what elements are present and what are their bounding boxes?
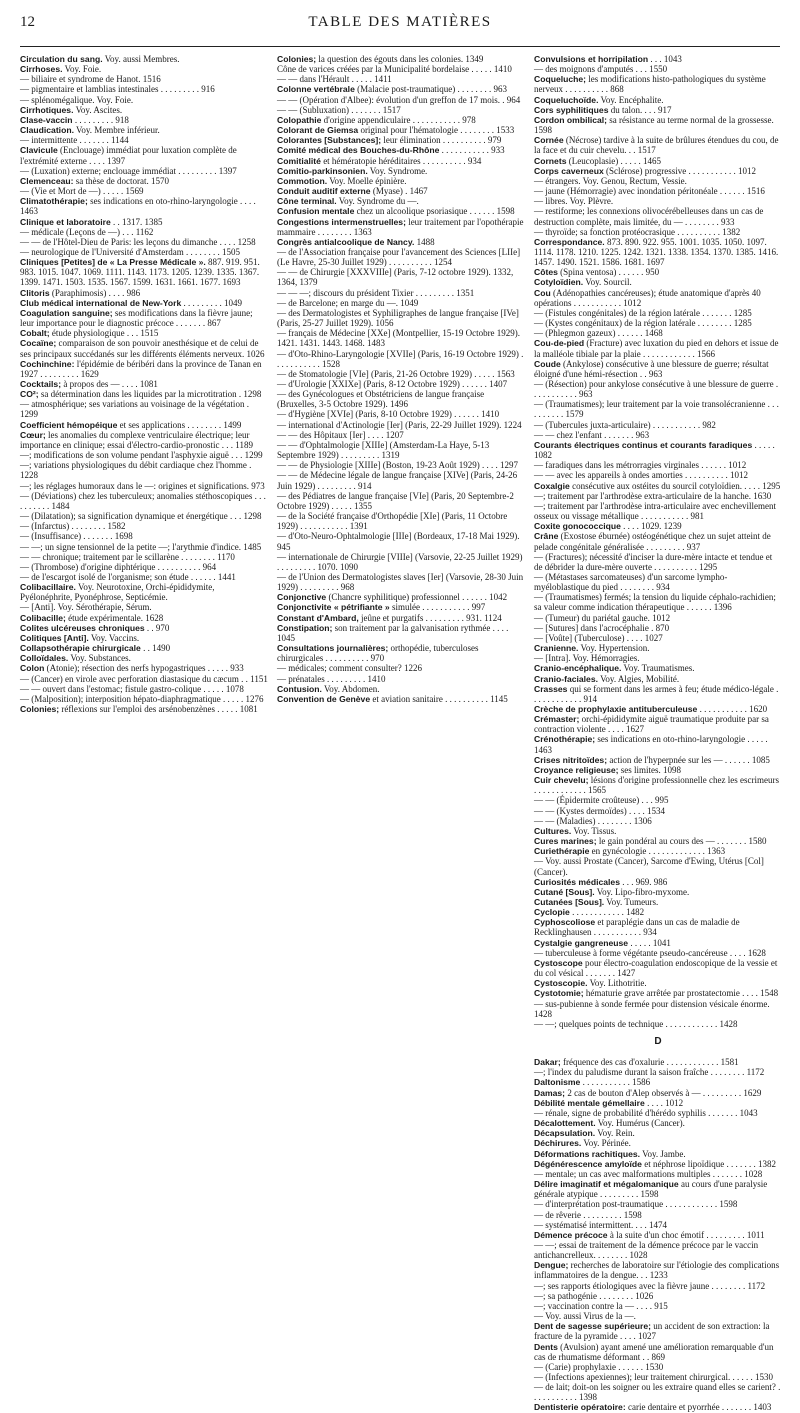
index-entry: Daltonisme . . . . . . . . . . . 1586 — [534, 1077, 651, 1088]
index-entry: Cotyloïdien. Voy. Sourcil. — [534, 277, 632, 288]
index-entry: Cystotomie; hématurie grave arrêtée par prostatectomie . . . . 1548 — [534, 988, 779, 999]
index-entry: — rénale, signe de probabilité d'hérédo syphilis . . . . . . . 1043 — [534, 1107, 758, 1118]
index-entry: Circulation du sang. Voy. aussi Membres. — [20, 54, 180, 64]
index-entry: — de l'Association française pour l'avancement des Sciences [LIIe] (Le Havre, 25-30 Juillet 1929) . . . . . . . . . . 1254 — [277, 246, 521, 268]
index-entry: Dengue; recherches de laboratoire sur l'étiologie des complications inflammatoires de la dengue. . . 1233 — [534, 1260, 780, 1281]
index-entry: Correspondance. 873. 890. 922. 955. 1001. 1035. 1050. 1097. 1114. 1178. 1210. 1225. 1242. 1321. 1338. 1354. 1370. 1385. 1416. 1457. 1490. 1521. 1586. 1681. 1697 — [534, 236, 779, 268]
index-entry: — (Insuffisance) . . . . . . . 1698 — [20, 531, 133, 542]
index-entry: — — chez l'enfant . . . . . . . 963 — [534, 429, 650, 440]
index-entry: Cordon ombilical; sa résistance au terme normal de la grossesse. 1598 — [534, 114, 774, 136]
index-entry: Collapsothérapie chirurgicale . . 1490 — [20, 643, 171, 654]
index-entry: — —; un signe tensionnel de la petite —; l'arythmie d'indice. 1485 — [20, 541, 262, 552]
index-entry: Colitiques [Anti]. Voy. Vaccins. — [20, 632, 140, 643]
index-entry: Club médical international de New-York . . . . . . . . . 1049 — [20, 297, 242, 308]
index-entry: — de Barcelone; en marge du —. 1049 — [277, 297, 419, 308]
page-header — [20, 14, 780, 38]
index-entry: — d'Oto-Rhino-Laryngologie [XVIIe] (Paris, 16-19 Octobre 1929) . . . . . . . . . . . 1528 — [277, 348, 524, 369]
index-entry: Clase-vaccin . . . . . . . . . 918 — [20, 114, 129, 125]
index-entry: Débilité mentale gémellaire . . . . 1012 — [534, 1097, 684, 1108]
index-entry: — mentale; un cas avec malformations multiples . . . . . . . 1028 — [534, 1168, 763, 1179]
index-entry: — — des Hôpitaux [Ier] . . . . 1207 — [277, 429, 404, 440]
index-entry: Côtes (Spina ventosa) . . . . . . 950 — [534, 267, 660, 278]
index-entry: — (Déviations) chez les tuberculeux; anomalies stéthoscopiques . . . . . . . . . . 1484 — [20, 490, 266, 511]
index-entry: — systématisé intermittent. . . . 1474 — [534, 1219, 667, 1230]
index-entry: Damas; 2 cas de bouton d'Alep observés à — . . . . . . . . . 1629 — [534, 1087, 762, 1098]
index-entry: — biliaire et syndrome de Hanot. 1516 — [20, 74, 161, 85]
index-entry: Corps caverneux (Sclérose) progressive . . . . . . . . . . . 1012 — [534, 165, 756, 176]
index-entry: Colonies; réflexions sur l'emploi des arsénobenzènes . . . . . 1081 — [20, 704, 258, 714]
index-entry: Coefficient hémopéique et ses applications . . . . . . . . 1499 — [20, 419, 242, 430]
index-entry: — (Fractures); nécessité d'inciser la dure-mère intacte et tendue et de débrider la dure-mère ouverte . . . . . . . . . . 1295 — [534, 551, 773, 572]
index-entry: Dakar; fréquence des cas d'oxalurie . . . . . . . . . . . . 1581 — [534, 1057, 739, 1068]
index-entry: Clemenceau: sa thèse de doctorat. 1570 — [20, 175, 169, 186]
index-entry: Crèche de prophylaxie antituberculeuse . . . . . . . . . . . 1620 — [534, 704, 768, 714]
index-entry: Décalottement. Voy. Humérus (Cancer). — [534, 1118, 685, 1129]
index-entry: — (Dilatation); sa signification dynamique et énergétique . . . 1298 — [20, 511, 262, 522]
index-entry: — (Cancer) en virole avec perforation diastasique du cæcum . . 1151 — [20, 673, 268, 684]
index-entry: — [Voûte] (Tuberculose) . . . . 1027 — [534, 632, 663, 643]
index-entry: —; ses rapports étiologiques avec la fièvre jaune . . . . . . . . 1172 — [534, 1280, 766, 1291]
index-entry: — — de Chirurgie [XXXVIIIe] (Paris, 7-12 octobre 1929). 1332, 1364, 1379 — [277, 267, 514, 288]
index-entry: — restiforme; les connexions olivocérébelleuses dans un cas de destruction complète, mais limitée, du — . . . . . . . . 933 — [534, 206, 764, 227]
index-entry: Curiethérapie en gynécologie . . . . . . . . . . . . . 1363 — [534, 846, 726, 857]
index-entry: Clinique et laboratoire . . 1317. 1385 — [20, 216, 163, 227]
index-entry: Comité médical des Bouches-du-Rhône . . . . . . . . . . . 933 — [277, 145, 505, 156]
index-entry: Congrès antialcoolique de Nancy. 1488 — [277, 236, 435, 247]
index-entry: Clitoris (Paraphimosis) . . . . 986 — [20, 287, 141, 298]
index-column-3 — [534, 54, 782, 1413]
index-entry: — de l'Union des Dermatologistes slaves [Ier] (Varsovie, 28-30 Juin 1929) . . . . . . . . . 968 — [277, 571, 524, 593]
index-entry: — étrangers. Voy. Genou, Rectum, Vessie. — [534, 175, 687, 186]
index-entry: Crémaster; orchi-épididymite aiguë traumatique produite par sa contraction violente . . . . 1627 — [534, 714, 769, 735]
index-entry: — médicales; comment consulter? 1226 — [277, 663, 422, 674]
index-entry: — — de l'Hôtel-Dieu de Paris: les leçons du dimanche . . . . 1258 — [20, 236, 256, 247]
index-entry: — neurologique de l'Université d'Amsterdam . . . . . . . . 1505 — [20, 246, 240, 257]
index-column-1 — [20, 54, 268, 1078]
index-entry: Cou-de-pied (Fracture) avec luxation du pied en dehors et issue de la malléole tibiale par la plaie . . . . . . . . . . . . 1566 — [534, 338, 779, 359]
index-entry: Cystoscope pour électro-coagulation endoscopique de la vessie et du col vésical . . . . . . . 1427 — [534, 957, 778, 979]
index-entry: Cône de varices créées par la Municipalité bordelaise . . . . . 1410 — [277, 64, 512, 75]
index-entry: — tuberculeuse à forme végétante pseudo-cancéreuse . . . . 1628 — [534, 947, 766, 958]
index-entry: — internationale de Chirurgie [VIIIe] (Varsovie, 22-25 Juillet 1929) . . . . . . . . . 1070. 1090 — [277, 551, 523, 572]
index-entry: — d'Oto-Neuro-Ophtalmologie [IIIe] (Bordeaux, 17-18 Mai 1929). 945 — [277, 531, 520, 552]
index-entry: — (Infarctus) . . . . . . . . 1582 — [20, 521, 126, 532]
index-entry: Crises nitritoïdes; action de l'hyperpnée sur les — . . . . . . 1085 — [534, 754, 770, 765]
index-entry: — (Malposition); interposition hépato-diaphragmatique . . . . . 1276 — [20, 693, 264, 704]
index-entry: — intermittente . . . . . . . 1144 — [20, 135, 129, 146]
index-entry: Colibacille; étude expérimentale. 1628 — [20, 612, 164, 623]
index-column-2 — [277, 54, 525, 1078]
index-entry: Claudication. Voy. Membre inférieur. — [20, 125, 160, 136]
index-entry: Convulsions et horripilation . . . 1043 — [534, 54, 682, 64]
index-entry: —; traitement par l'arthrodèse extra-articulaire de la hanche. 1630 — [534, 490, 772, 501]
index-entry: Cocaïne; comparaison de son pouvoir anesthésique et de celui de ses principaux succédanés sur les différents éléments nerveux. 1026 — [20, 338, 265, 359]
index-entry: Colorant de Giemsa original pour l'hématologie . . . . . . . . 1533 — [277, 125, 515, 136]
index-entry: — médicale (Leçons de —) . . . 1162 — [20, 226, 154, 237]
index-entry: Cocktails; à propos des — . . . . 1081 — [20, 379, 158, 389]
index-entry: Commotion. Voy. Moelle épinière. — [277, 175, 407, 186]
index-entry: Cutanées [Sous]. Voy. Tumeurs. — [534, 896, 659, 907]
index-entry: Cornets (Leucoplasie) . . . . . 1465 — [534, 155, 661, 166]
index-entry: — —; essai de traitement de la démence précoce par le vaccin antichancrelleux. . . . . . . . 1028 — [534, 1239, 759, 1261]
index-entry: Contusion. Voy. Abdomen. — [277, 683, 380, 694]
index-entry: Comitialité et hémératopie héréditaires . . . . . . . . . . 934 — [277, 155, 482, 166]
index-entry: —; variations physiologiques du débit cardiaque chez l'homme . 1228 — [20, 460, 252, 481]
index-entry: Croyance religieuse; ses limites. 1098 — [534, 764, 682, 775]
index-entry: — (Carie) prophylaxie . . . . . . 1530 — [534, 1361, 664, 1372]
index-entry: Coqueluchoïde. Voy. Encéphalite. — [534, 94, 664, 105]
index-entry: Cliniques [Petites] de « La Presse Médicale ». 887. 919. 951. 983. 1015. 1047. 1069. 1111. 1143. 1173. 1205. 1239. 1335. 1367. 1399. 1471. 1503. 1535. 1567. 1599. 1631. 1661. 1677. 1693 — [20, 257, 260, 288]
index-entry: — splénomégalique. Voy. Foie. — [20, 94, 134, 105]
index-entry: Cutané [Sous]. Voy. Lipo-fibro-myxome. — [534, 886, 690, 897]
index-entry: Cranio-encéphalique. Voy. Traumatismes. — [534, 663, 695, 674]
index-entry: — pigmentaire et lamblias intestinales . . . . . . . . . 916 — [20, 84, 215, 95]
index-entry: — (Métastases sarcomateuses) d'un sarcome lympho-myéloblastique du pied . . . . . . . . 934 — [534, 571, 728, 593]
index-entry: — — dans l'Hérault . . . . . 1411 — [277, 74, 392, 85]
index-entry: Dents (Avulsion) ayant amené une amélioration remarquable d'un cas de rhumatisme déformant . . 869 — [534, 1341, 774, 1362]
index-entry: Cyphoscoliose et paraplégie dans un cas de maladie de Recklinghausen . . . . . . . . . . . 934 — [534, 917, 740, 938]
index-entry: Cures marines; le gain pondéral au cours des — . . . . . . . 1580 — [534, 836, 767, 847]
header-rule — [20, 46, 780, 47]
index-entry: — (Tubercules juxta-articulaire) . . . . . . . . . . . 982 — [534, 419, 716, 430]
index-entry: Cou (Adénopathies cancéreuses); étude anatomique d'après 40 opérations . . . . . . . . . . . 1012 — [534, 287, 761, 308]
index-entry: — — chronique; traitement par le scillarène . . . . . . . . 1170 — [20, 551, 235, 562]
index-entry: Convention de Genève et aviation sanitaire . . . . . . . . . . 1145 — [277, 693, 508, 704]
index-entry: Coxalgie consécutive aux ostéites du sourcil cotyloïdien. . . . . 1295 — [534, 480, 781, 491]
index-entry: Coude (Ankylose) consécutive à une blessure de guerre; résultat éloigné d'une hémi-résection . . 963 — [534, 358, 769, 379]
index-entry: Coagulation sanguine; ses modifications dans la fièvre jaune; leur importance pour le diagnostic précoce . . . . . . . 867 — [20, 307, 253, 329]
index-entry: —; sa pathogénie . . . . . . . . 1026 — [534, 1290, 654, 1301]
index-entry: Cornée (Nécrose) tardive à la suite de brûlures étendues du cou, de la face et du cuir chevelu. . . 1517 — [534, 135, 779, 156]
index-entry: — de l'escargot isolé de l'organisme; son étude . . . . . . 1441 — [20, 571, 236, 582]
index-entry: — (Résection) pour ankylose consécutive à une blessure de guerre . . . . . . . . . . . 963 — [534, 379, 779, 400]
section-letter: D — [654, 1036, 662, 1047]
index-entry: — Voy. aussi Virus de la —. — [534, 1311, 636, 1322]
index-entry: Déformations rachitiques. Voy. Jambe. — [534, 1148, 686, 1159]
index-entry: Colonne vertébrale (Malacie post-traumatique) . . . . . . . . 963 — [277, 84, 508, 95]
index-entry: Cirrhoses. Voy. Foie. — [20, 64, 102, 75]
index-entry: — — avec les appareils à ondes amorties . . . . . . . . . . 1012 — [534, 470, 748, 481]
index-entry: Cuir chevelu; lésions d'origine professionnelle chez les escrimeurs . . . . . . . . . . . . 1565 — [534, 775, 780, 796]
index-entry: — de lait; doit-on les soigner ou les extraire quand elles se carient? . . . . . . . . . . . 1398 — [534, 1382, 781, 1403]
index-entry: Cystalgie gangreneuse . . . . . 1041 — [534, 937, 671, 948]
index-entry: — — (Subluxation) . . . . . . . 1517 — [277, 104, 401, 115]
index-entry: Démence précoce à la suite d'un choc émotif . . . . . . . . . 1011 — [534, 1229, 765, 1240]
index-entry: — (Infections apexiennes); leur traitement chirurgical. . . . . . 1530 — [534, 1372, 774, 1382]
index-entry: — (Traumatismes); leur traitement par la voie transolécranienne . . . . . . . . . . 1579 — [534, 399, 779, 420]
index-entry: Cranio-faciales. Voy. Algies, Mobilité. — [534, 673, 680, 684]
index-entry: Constipation; son traitement par la galvanisation rythmée . . . . 1045 — [277, 622, 509, 643]
index-entry: — — de Médecine légale de langue française [XIVe] (Paris, 24-26 Juin 1929) . . . . . . . . . 914 — [277, 470, 518, 491]
index-entry: Cirrhotiques. Voy. Ascites. — [20, 104, 123, 115]
index-entry: Coxite gonococcique . . . . 1029. 1239 — [534, 521, 682, 532]
index-entry: — prénatales . . . . . . . . . 1410 — [277, 673, 386, 684]
index-entry: Cultures. Voy. Tissus. — [534, 825, 617, 836]
index-entry: — (Kystes congénitaux) de la région latérale . . . . . . . . 1285 — [534, 318, 752, 329]
index-entry: Colloïdales. Voy. Substances. — [20, 653, 131, 664]
index-entry: — français de Médecine [XXe] (Montpellier, 15-19 Octobre 1929). 1421. 1431. 1443. 1468. 1483 — [277, 328, 521, 349]
index-entry: Cobalt; étude physiologique . . . 1515 — [20, 328, 159, 339]
index-entry: Congestions intermenstruelles; leur traitement par l'opothérapie mammaire . . . . . . . . 1363 — [277, 216, 524, 237]
index-entry: —; l'index du paludisme durant la saison fraîche . . . . . . . . 1172 — [534, 1067, 765, 1078]
index-entry: —; modifications de son volume pendant l'asphyxie aiguë . . . 1299 — [20, 450, 263, 461]
index-entry: — (Luxation) externe; enclouage immédiat . . . . . . . . . 1397 — [20, 165, 237, 176]
index-entry: Décapsulation. Voy. Rein. — [534, 1128, 635, 1139]
index-entry: Comitio-parkinsonien. Voy. Syndrome. — [277, 165, 428, 176]
index-entry: Consultations journalières; orthopédie, tuberculoses chirurgicales . . . . . . . . . . 970 — [277, 643, 479, 664]
index-entry: —; vaccination contre la — . . . . 915 — [534, 1300, 668, 1311]
index-entry: Dégénérescence amyloïde et néphrose lipoïdique . . . . . . . 1382 — [534, 1158, 776, 1169]
index-entry: Colorantes [Substances]; leur élimination . . . . . . . . . . 979 — [277, 135, 502, 146]
index-entry: Crénothérapie; ses indications en oto-rhino-laryngologie . . . . . 1463 — [534, 734, 768, 755]
index-entry: — — (Maladies) . . . . . . . . 1306 — [534, 815, 652, 826]
index-entry: — [Anti]. Voy. Sérothérapie, Sérum. — [20, 602, 152, 613]
index-entry: Crâne (Exostose éburnée) ostéogénétique chez un sujet atteint de pelade congénitale généralisée . . . . . . . . . 937 — [534, 531, 771, 552]
index-entry: — — de Physiologie [XIIIe] (Boston, 19-23 Août 1929) . . . . 1297 — [277, 460, 518, 471]
index-entry: — d'Urologie [XXIXe] (Paris, 8-12 Octobre 1929) . . . . . . 1407 — [277, 379, 508, 389]
index-entry: Coqueluche; les modifications histo-pathologiques du système nerveux . . . . . . . . . . 868 — [534, 74, 766, 95]
index-entry: — d'interprétation post-traumatique . . . . . . . . . . . . 1598 — [534, 1199, 738, 1210]
index-entry: — (Vie et Mort de —) . . . . . 1569 — [20, 186, 144, 197]
index-entry: — international d'Actinologie [Ier] (Paris, 22-29 Juillet 1929). 1224 — [277, 419, 522, 430]
index-entry: — Voy. aussi Prostate (Cancer), Sarcome d'Ewing, Utérus [Col] (Cancer). — [534, 856, 764, 877]
index-entry: — — —; discours du président Tixier . . . . . . . . . 1351 — [277, 287, 475, 298]
index-entry: — libres. Voy. Plèvre. — [534, 196, 614, 207]
index-entry: — des Pédiatres de langue française [VIe] (Paris, 20 Septembre-2 Octobre 1929) . . . . . 1355 — [277, 490, 514, 511]
index-columns — [20, 54, 782, 1413]
index-entry: — des moignons d'amputés . . . 1550 — [534, 64, 668, 75]
index-entry: — — (Kystes dermoïdes) . . . . 1534 — [534, 805, 665, 816]
index-entry: — [Sutures] dans l'acrocéphalie . 870 — [534, 622, 670, 633]
index-entry: Conjonctivite « pétrifiante » simulée . . . . . . . . . . . 997 — [277, 602, 486, 613]
index-entry: —; traitement par l'arthrodèse intra-articulaire avec enchevillement osseux ou vissage métallique . . . . . . . . . . . 981 — [534, 500, 777, 522]
index-entry: — jaune (Hémorragie) avec inondation péritonéale . . . . . . 1516 — [534, 186, 765, 197]
index-entry: — (Tumeur) du pariétal gauche. 1012 — [534, 612, 671, 623]
index-entry: — de la Société française d'Orthopédie [XIe] (Paris, 11 Octobre 1929) . . . . . . . . . . . 1391 — [277, 511, 508, 532]
index-entry: — —; quelques points de technique . . . . . . . . . . . . 1428 — [534, 1018, 738, 1029]
index-entry: — de rêverie . . . . . . . . . 1598 — [534, 1209, 642, 1220]
index-entry: Colon (Atonie); résection des nerfs hypogastriques . . . . . 933 — [20, 663, 244, 674]
index-entry: Courants électriques continus et courants faradiques . . . . . 1082 — [534, 439, 775, 461]
index-entry: CO²; sa détermination dans les liquides par la microtitration . 1298 — [20, 389, 262, 400]
index-entry: Crasses qui se forment dans les armes à feu; étude médico-légale . . . . . . . . . . . . 914 — [534, 683, 779, 704]
index-entry: — d'Hygiène [XVIe] (Paris, 8-10 Octobre 1929) . . . . . . 1410 — [277, 409, 500, 420]
index-entry: Dent de sagesse supérieure; un accident de son extraction: la fracture de la pyramide . . . . 1027 — [534, 1321, 770, 1342]
index-entry: — sus-pubienne à sonde fermée pour distension vésicale énorme. 1428 — [534, 998, 770, 1019]
index-entry: Colopathie d'origine appendiculaire . . . . . . . . . . . 978 — [277, 114, 476, 125]
index-entry: Constant d'Ambard, jeûne et purgatifs . . . . . . . . . 931. 1124 — [277, 612, 502, 623]
index-entry: — — d'Ophtalmologie [XIIIe] (Amsterdam-La Haye, 5-13 Septembre 1929) . . . . . . . . . 1319 — [277, 439, 490, 461]
index-entry: — [Intra]. Voy. Hémorragies. — [534, 653, 640, 664]
index-entry: Délire imaginatif et mégalomanique au cours d'une paralysie générale atypique . . . . . . . . . 1598 — [534, 1179, 768, 1200]
index-entry: — (Fistules congénitales) de la région latérale . . . . . . . 1285 — [534, 307, 752, 318]
index-entry: Cœur; les anomalies du complexe ventriculaire électrique; leur importance en clinique; essai d'électro-cardio-pronostic . . . 1189 — [20, 429, 253, 450]
index-entry: — — ouvert dans l'estomac; fistule gastro-colique . . . . . 1078 — [20, 683, 244, 694]
index-entry: Colites ulcéreuses chroniques . . 970 — [20, 622, 170, 633]
index-entry: Cône terminal. Voy. Syndrome du —. — [277, 196, 419, 207]
index-entry: Conduit auditif externe (Myase) . 1467 — [277, 186, 428, 197]
index-entry: Cystoscopie. Voy. Lithotritie. — [534, 978, 647, 989]
index-entry: — (Traumatismes) fermés; la tension du liquide céphalo-rachidien; sa valeur comme indication thérapeutique . . . . . . 1396 — [534, 592, 776, 613]
index-entry: Cranienne. Voy. Hypertension. — [534, 643, 650, 654]
index-entry: —; les réglages humoraux dans le —: origines et significations. 973 — [20, 480, 265, 491]
index-entry: Colibacillaire. Voy. Neurotoxine, Orchi-épididymite, Pyélonéphrite, Pyonéphrose, Septicémie. — [20, 582, 215, 603]
index-entry: Clavicule (Enclouage) immédiat pour luxation complète de l'extrémité externe . . . . 1397 — [20, 145, 237, 166]
index-entry: — des Gynécologues et Obstétriciens de langue française (Bruxelles, 3-5 Octobre 1929). 1496 — [277, 389, 485, 410]
page-title: TABLE DES MATIÈRES — [308, 14, 492, 30]
index-entry: Cochinchine: l'épidémie de béribéri dans la province de Tanan en 1927 . . . . . . . . . 1629 — [20, 358, 262, 379]
index-entry: Dentisterie opératoire: carie dentaire et pyorrhée . . . . . . . 1403 — [534, 1402, 772, 1413]
index-entry: Curiosités médicales . . . 969. 986 — [534, 876, 668, 887]
index-entry: — (Thrombose) d'origine diphtérique . . . . . . . . . . 964 — [20, 561, 217, 572]
index-entry: — atmosphérique; ses variations au voisinage de la végétation . 1299 — [20, 399, 249, 420]
index-entry: — de Stomatologie [VIe] (Paris, 21-26 Octobre 1929) . . . . . 1563 — [277, 368, 515, 379]
index-entry: — — (Opération d'Albee): évolution d'un greffon de 17 mois. . 964 — [277, 94, 521, 105]
index-entry: Confusion mentale chez un alcoolique psoriasique . . . . . . 1598 — [277, 206, 515, 217]
index-entry: Cors syphilitiques du talon. . . . 917 — [534, 104, 672, 115]
index-entry: — des Dermatologistes et Syphiligraphes de langue française [IVe] (Paris, 25-27 Juillet 1929). 1056 — [277, 307, 519, 329]
page-number: 12 — [20, 14, 35, 30]
index-entry: — (Phlegmon gazeux) . . . . . . 1468 — [534, 328, 663, 339]
index-entry: Conjonctive (Chancre syphilitique) professionnel . . . . . . 1042 — [277, 592, 508, 603]
index-entry: Colonies; la question des égouts dans les colonies. 1349 — [277, 54, 484, 64]
index-entry: — thyroïde; sa fonction protéocrasique . . . . . . . . . . 1382 — [534, 226, 741, 237]
index-entry: Cyclopie . . . . . . . . . . . . 1482 — [534, 907, 645, 918]
index-entry: — — (Épidermite croûteuse) . . . 995 — [534, 795, 669, 806]
index-entry: Climatothérapie; ses indications en oto-rhino-laryngologie . . . . 1463 — [20, 196, 256, 217]
index-entry: Déchirures. Voy. Périnée. — [534, 1138, 631, 1149]
index-entry: — faradiques dans les métrorragies virginales . . . . . . 1012 — [534, 460, 747, 471]
